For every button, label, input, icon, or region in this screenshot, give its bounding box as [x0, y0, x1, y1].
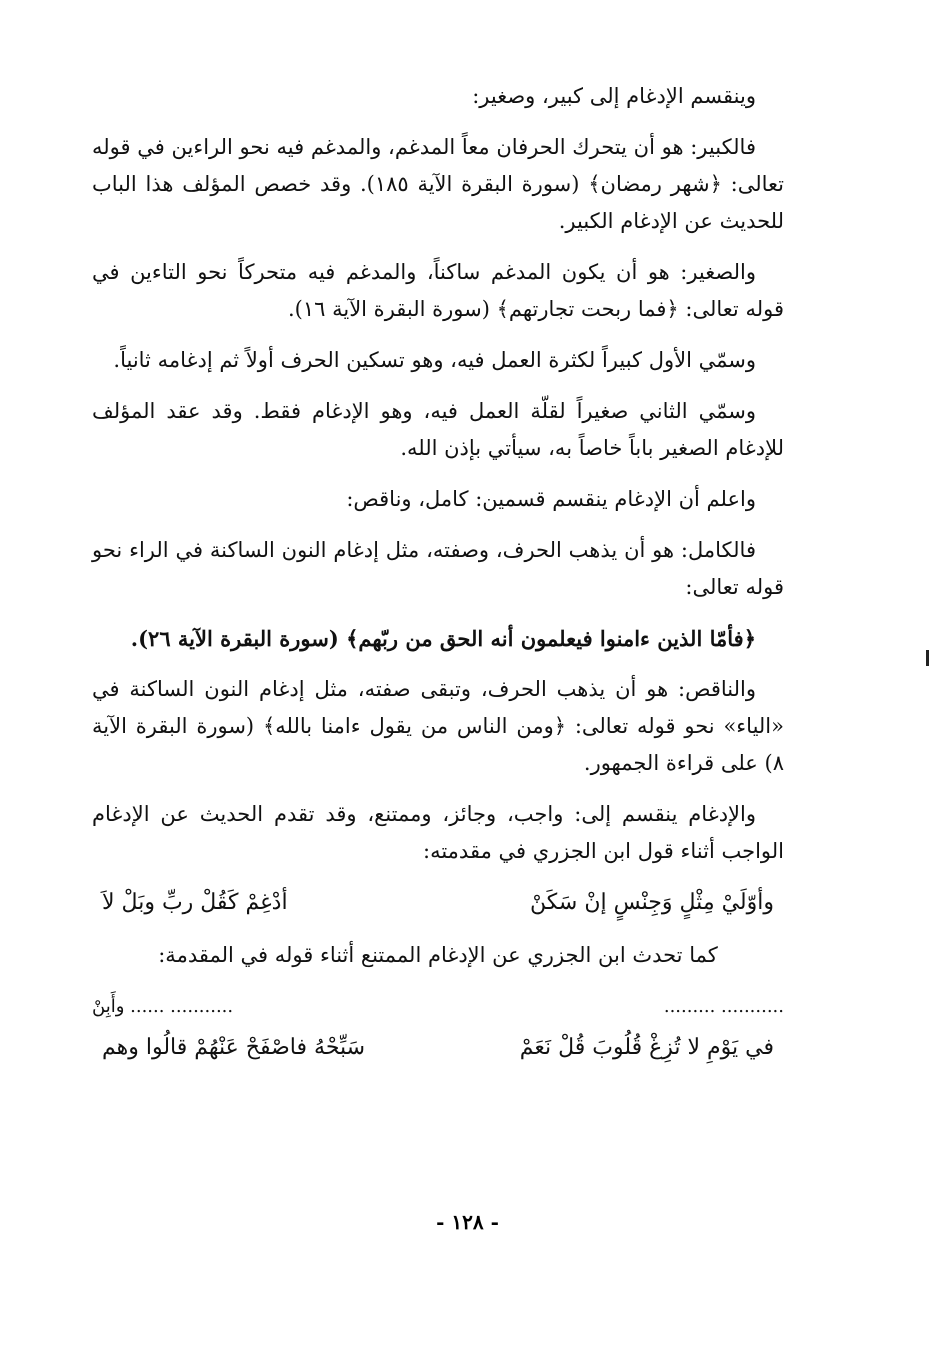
paragraph-2: فالكبير: هو أن يتحرك الحرفان معاً المدغم، والمدغم فيه نحو الراءين في قوله تعالى: ﴿شهر رمضان﴾ (سورة البقرة الآية ١٨٥). وقد خصص المؤلف هذا الباب للحديث عن الإدغام الكبير. [92, 135, 784, 233]
page-number: - ١٢٨ - [436, 1210, 499, 1234]
paragraph-3: والصغير: هو أن يكون المدغم ساكناً، والمدغم فيه متحركاً نحو التاءين في قوله تعالى: ﴿فما ربحت تجارتهم﴾ (سورة البقرة الآية ١٦). [92, 260, 784, 321]
poem-verse-2-dots [92, 988, 784, 1025]
quran-verse-line: ﴿فأمّا الذين ءامنوا فيعلمون أنه الحق من ربّهم﴾ (سورة البقرة الآية ٢٦). [130, 626, 756, 651]
paragraph-9: والإدغام ينقسم إلى: واجب، وجائز، وممتنع، وقد تقدم الحديث عن الإدغام الواجب أثناء قول ابن الجزري في مقدمته: [92, 802, 784, 863]
paragraph-1: وينقسم الإدغام إلى كبير، وصغير: [472, 84, 756, 108]
verse-2-second-hemistich: سَبِّحْهُ فاصْفَحْ عَنْهُمْ قالُوا وهم [102, 1035, 366, 1060]
paragraph-6: واعلم أن الإدغام ينقسم قسمين: كامل، وناقص: [346, 487, 756, 511]
verse-1-second-hemistich: أدْغِمْ كَقُلْ ربِّ وبَلْ لاَ [102, 890, 288, 915]
poem-verse-1 [92, 884, 784, 921]
paragraph-7: فالكامل: هو أن يذهب الحرف، وصفته، مثل إدغام النون الساكنة في الراء نحو قوله تعالى: [92, 538, 784, 599]
page-body [92, 78, 784, 1082]
verse-2-dots-right: ........... ......... [663, 996, 784, 1017]
scan-edge-mark [926, 650, 929, 666]
verse-2-first-hemistich: في يَوْمِ لا تُزِغْ قُلُوبَ قُلْ نَعَمْ [519, 1035, 774, 1060]
poem-verse-2 [92, 1029, 784, 1066]
paragraph-4: وسمّي الأول كبيراً لكثرة العمل فيه، وهو تسكين الحرف أولاً ثم إدغامه ثانياً. [113, 348, 756, 372]
paragraph-5: وسمّي الثاني صغيراً لقلّة العمل فيه، وهو الإدغام فقط. وقد عقد المؤلف للإدغام الصغير باباً خاصاً به، سيأتي بإذن الله. [92, 399, 784, 460]
verse-1-first-hemistich: وأوّلَيْ مِثْلٍ وَجِنْسٍ إنْ سَكَنْ [530, 890, 774, 915]
verse-2-dots-left: ........... ...... وأَبِنْ [92, 996, 234, 1017]
paragraph-10: كما تحدث ابن الجزري عن الإدغام الممتنع أثناء قوله في المقدمة: [158, 943, 718, 967]
paragraph-8: والناقص: هو أن يذهب الحرف، وتبقى صفته، مثل إدغام النون الساكنة في «الياء» نحو قوله تعالى: ﴿ومن الناس من يقول ءامنا بالله﴾ (سورة البقرة الآية ٨) على قراءة الجمهور. [92, 677, 784, 775]
